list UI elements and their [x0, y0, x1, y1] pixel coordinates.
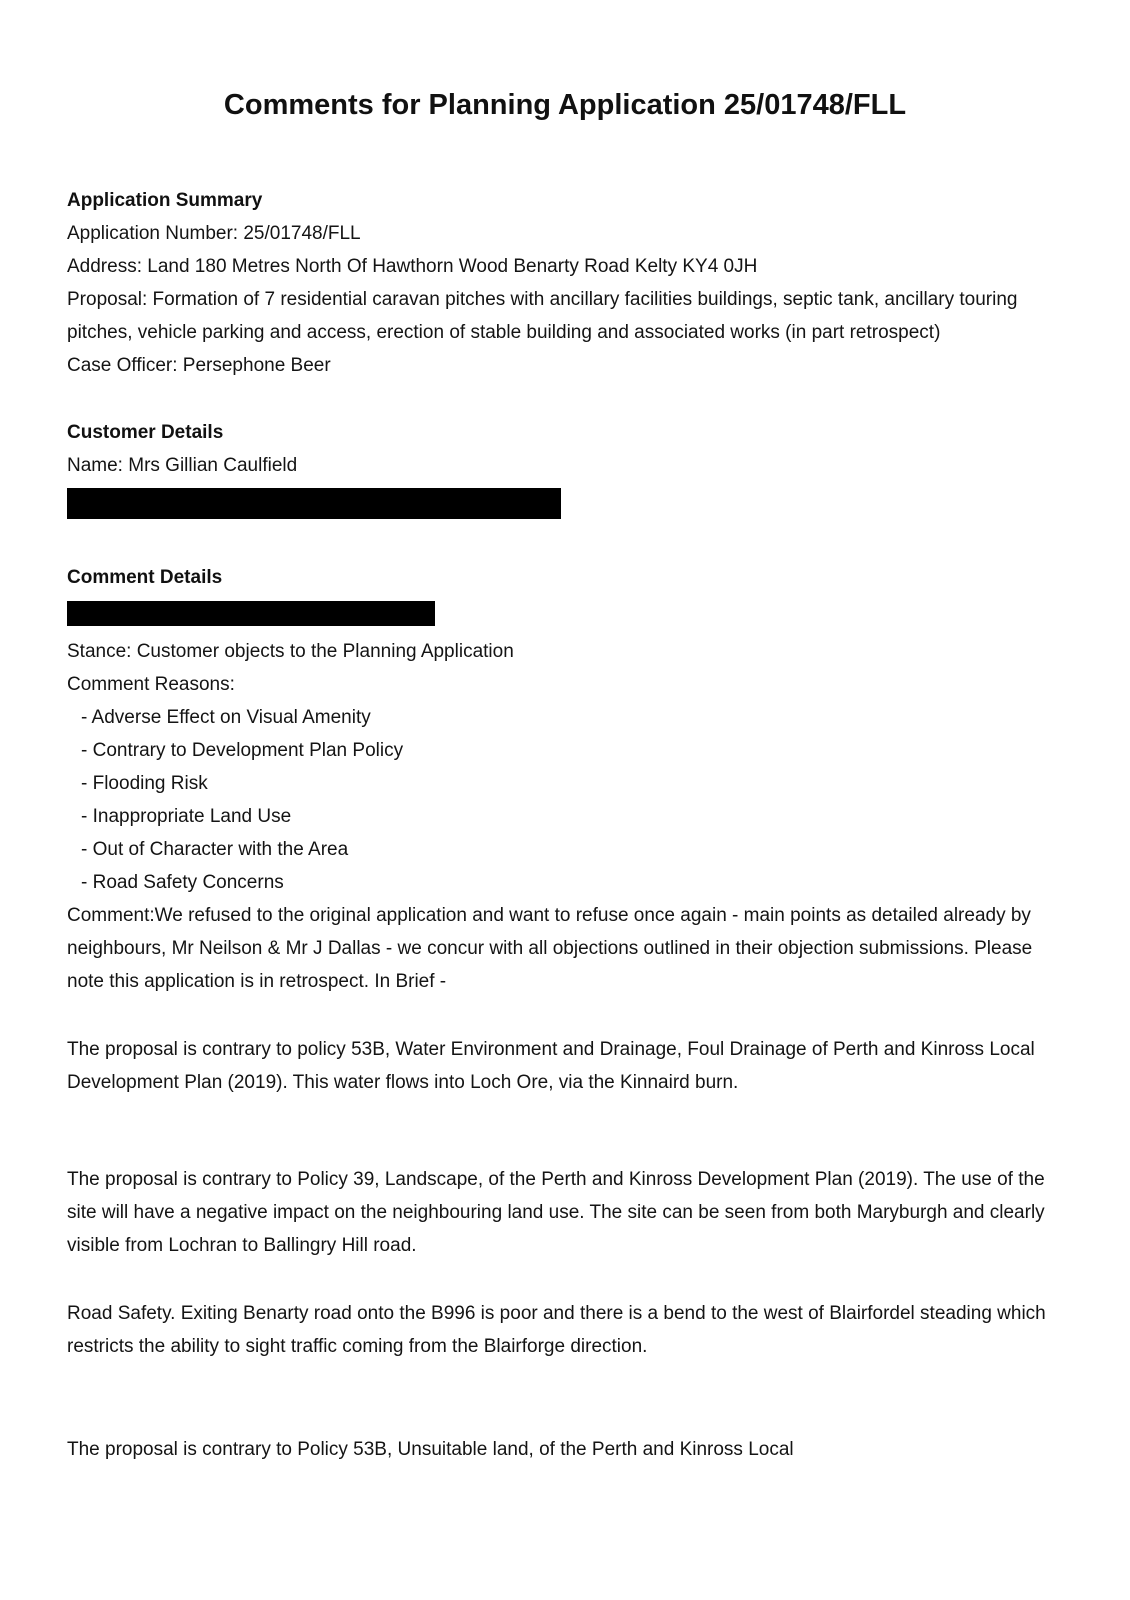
application-summary-section [67, 184, 1063, 382]
comment-reasons-label: Comment Reasons: [67, 674, 235, 695]
comment-paragraph: Road Safety. Exiting Benarty road onto the B996 is poor and there is a bend to the west of Blairfordel steading which restricts the ability to sight traffic coming from the Blairforge direction. [67, 1303, 1046, 1357]
case-officer-line: Case Officer: Persephone Beer [67, 355, 331, 376]
proposal-line: Proposal: Formation of 7 residential caravan pitches with ancillary facilities buildings, septic tank, ancillary touring pitches, vehicle parking and access, erection of stable building and associated works (in part retrospect) [67, 289, 1018, 343]
customer-name-line: Name: Mrs Gillian Caulfield [67, 455, 298, 476]
comment-paragraph: The proposal is contrary to Policy 53B, Unsuitable land, of the Perth and Kinross Local [67, 1439, 794, 1460]
comment-paragraph: The proposal is contrary to policy 53B, Water Environment and Drainage, Foul Drainage of Perth and Kinross Local Development Plan (2019). This water flows into Loch Ore, via the Kinnaird burn. [67, 1039, 1035, 1093]
comment-reason-item: - Out of Character with the Area [81, 839, 349, 860]
application-number-line: Application Number: 25/01748/FLL [67, 223, 361, 244]
comment-paragraph: The proposal is contrary to Policy 39, Landscape, of the Perth and Kinross Development Plan (2019). The use of the site will have a negative impact on the neighbouring land use. The site can be seen from both Maryburgh and clearly visible from Lochran to Ballingry Hill road. [67, 1169, 1045, 1256]
comment-details-section [67, 561, 1063, 1466]
customer-details-section [67, 416, 1063, 519]
redacted-address-bar [67, 488, 561, 519]
redacted-comment-bar [67, 601, 435, 626]
page-title: Comments for Planning Application 25/01748/FLL [223, 89, 907, 121]
stance-line: Stance: Customer objects to the Planning Application [67, 641, 514, 662]
comment-reason-item: - Inappropriate Land Use [81, 806, 292, 827]
comment-reason-item: - Contrary to Development Plan Policy [81, 740, 404, 761]
comment-reason-item: - Flooding Risk [81, 773, 208, 794]
comment-paragraph: Comment:We refused to the original application and want to refuse once again - main points as detailed already by neighbours, Mr Neilson & Mr J Dallas - we concur with all objections outlined in their objection submissions. Please note this application is in retrospect. In Brief - [67, 905, 1033, 992]
address-line: Address: Land 180 Metres North Of Hawthorn Wood Benarty Road Kelty KY4 0JH [67, 256, 758, 277]
application-summary-heading: Application Summary [67, 190, 263, 211]
comment-reason-item: - Adverse Effect on Visual Amenity [81, 707, 371, 728]
comment-reason-item: - Road Safety Concerns [81, 872, 284, 893]
comment-details-heading: Comment Details [67, 567, 223, 588]
customer-details-heading: Customer Details [67, 422, 224, 443]
